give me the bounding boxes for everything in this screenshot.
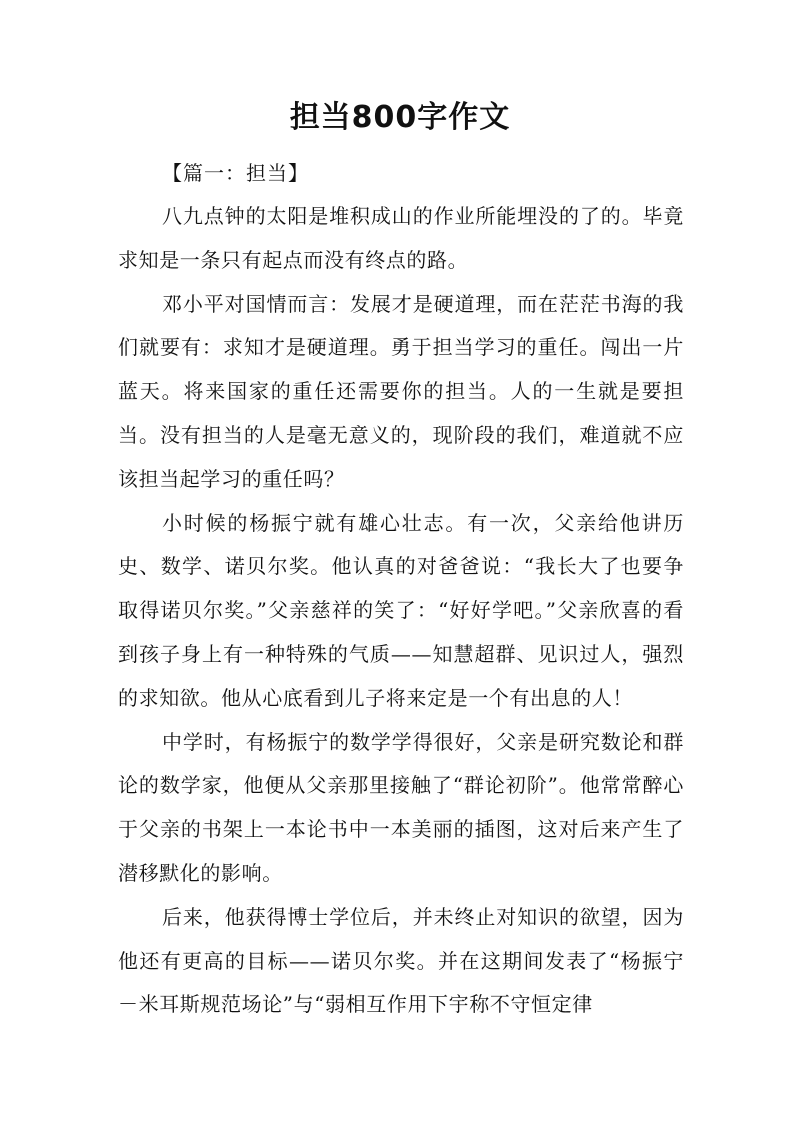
paragraph-3: 小时候的杨振宁就有雄心壮志。有一次，父亲给他讲历史、数学、诺贝尔奖。他认真的对爸爸说：“我长大了也要争取得诺贝尔奖。”父亲慈祥的笑了：“好好学吧。”父亲欣喜的看到孩子身上有一种特殊的气质——知慧超群、见识过人，强烈的求知欲。他从心底看到儿子将来定是一个有出息的人！ bbox=[118, 510, 684, 710]
paragraph-1: 八九点钟的太阳是堆积成山的作业所能埋没的了的。毕竟求知是一条只有起点而没有终点的路。 bbox=[118, 204, 684, 272]
page-title: 担当800字作文 bbox=[289, 100, 511, 135]
paragraph-2: 邓小平对国情而言：发展才是硬道理，而在茫茫书海的我们就要有：求知才是硬道理。勇于担当学习的重任。闯出一片蓝天。将来国家的重任还需要你的担当。人的一生就是要担当。没有担当的人是毫无意义的，现阶段的我们，难道就不应该担当起学习的重任吗？ bbox=[118, 291, 684, 491]
document-body bbox=[118, 152, 684, 1027]
section-label: 【篇一：担当】 bbox=[162, 161, 309, 185]
paragraph-4: 中学时，有杨振宁的数学学得很好，父亲是研究数论和群论的数学家，他便从父亲那里接触了“群论初阶”。他常常醉心于父亲的书架上一本论书中一本美丽的插图，这对后来产生了潜移默化的影响。 bbox=[118, 729, 684, 885]
paragraph-5: 后来，他获得博士学位后，并未终止对知识的欲望，因为他还有更高的目标——诺贝尔奖。并在这期间发表了“杨振宁－米耳斯规范场论”与“弱相互作用下宇称不守恒定律 bbox=[118, 904, 684, 1017]
